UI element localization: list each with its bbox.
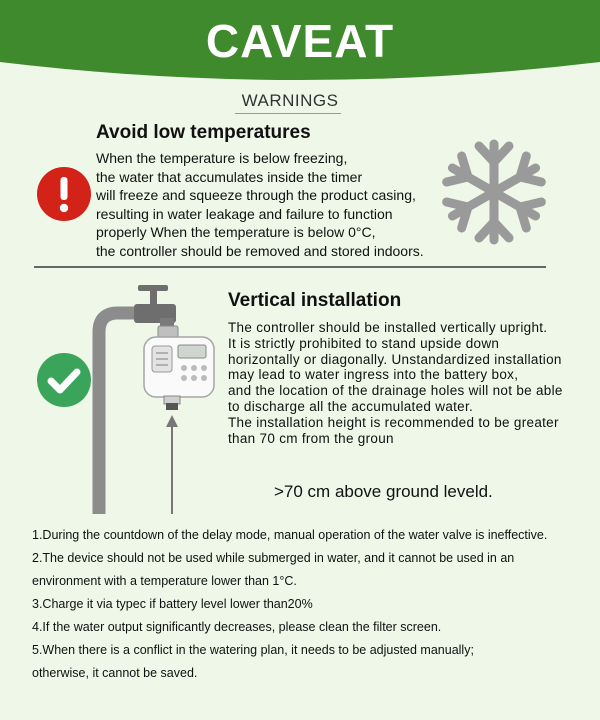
section-install-line: to discharge all the accumulated water. xyxy=(228,398,474,414)
note-item: environment with a temperature lower than 1°C. xyxy=(32,574,297,588)
note-item: 3.Charge it via typec if battery level lower than20% xyxy=(32,597,313,611)
section-cold-line: When the temperature is below freezing, xyxy=(96,150,348,166)
header-banner xyxy=(0,0,600,90)
section-cold-line: will freeze and squeeze through the product casing, xyxy=(96,187,416,204)
section-cold-line: the water that accumulates inside the timer xyxy=(96,168,363,185)
faucet-timer-illustration xyxy=(90,282,225,519)
section-install-line: and the location of the drainage holes will not be able xyxy=(228,383,563,399)
section-install-title: Vertical installation xyxy=(228,290,402,311)
section-install-text xyxy=(228,320,588,446)
note-item: 2.The device should not be used while submerged in water, and it cannot be used in an xyxy=(32,551,515,565)
page-subtitle: WARNINGS xyxy=(241,91,339,110)
section-install-line: may lead to water ingress into the battery box, xyxy=(228,367,519,383)
note-item: 5.When there is a conflict in the watering plan, it needs to be adjusted manually; xyxy=(32,643,474,657)
subtitle-underline xyxy=(235,113,341,114)
section-cold-line: properly When the temperature is below 0°C, xyxy=(96,224,376,241)
section-cold-title: Avoid low temperatures xyxy=(96,122,311,143)
section-install-line: The controller should be installed vertically upright. xyxy=(228,320,548,335)
section-cold-text xyxy=(96,149,456,261)
section-install-line: The installation height is recommended to be greater xyxy=(228,414,559,430)
section-install-line: It is strictly prohibited to stand upside down xyxy=(228,335,500,351)
section-install-line: than 70 cm from the groun xyxy=(228,430,394,446)
notes-list xyxy=(32,524,592,685)
section-divider xyxy=(34,266,546,268)
note-item: otherwise, it cannot be saved. xyxy=(32,666,198,680)
note-item: 4.If the water output significantly decreases, please clean the filter screen. xyxy=(32,620,442,634)
snowflake-icon xyxy=(438,136,550,253)
height-label: >70 cm above ground leveld. xyxy=(274,482,493,501)
section-cold-line: the controller should be removed and stored indoors. xyxy=(96,242,424,259)
section-install-line: horizontally or diagonally. Unstandardized installation xyxy=(228,351,562,367)
exclamation-icon xyxy=(36,166,92,227)
note-item: 1.During the countdown of the delay mode, manual operation of the water valve is ineffective. xyxy=(32,528,548,542)
page-title: CAVEAT xyxy=(205,15,395,67)
checkmark-icon xyxy=(36,352,92,413)
section-cold-line: resulting in water leakage and failure to function xyxy=(96,205,393,222)
